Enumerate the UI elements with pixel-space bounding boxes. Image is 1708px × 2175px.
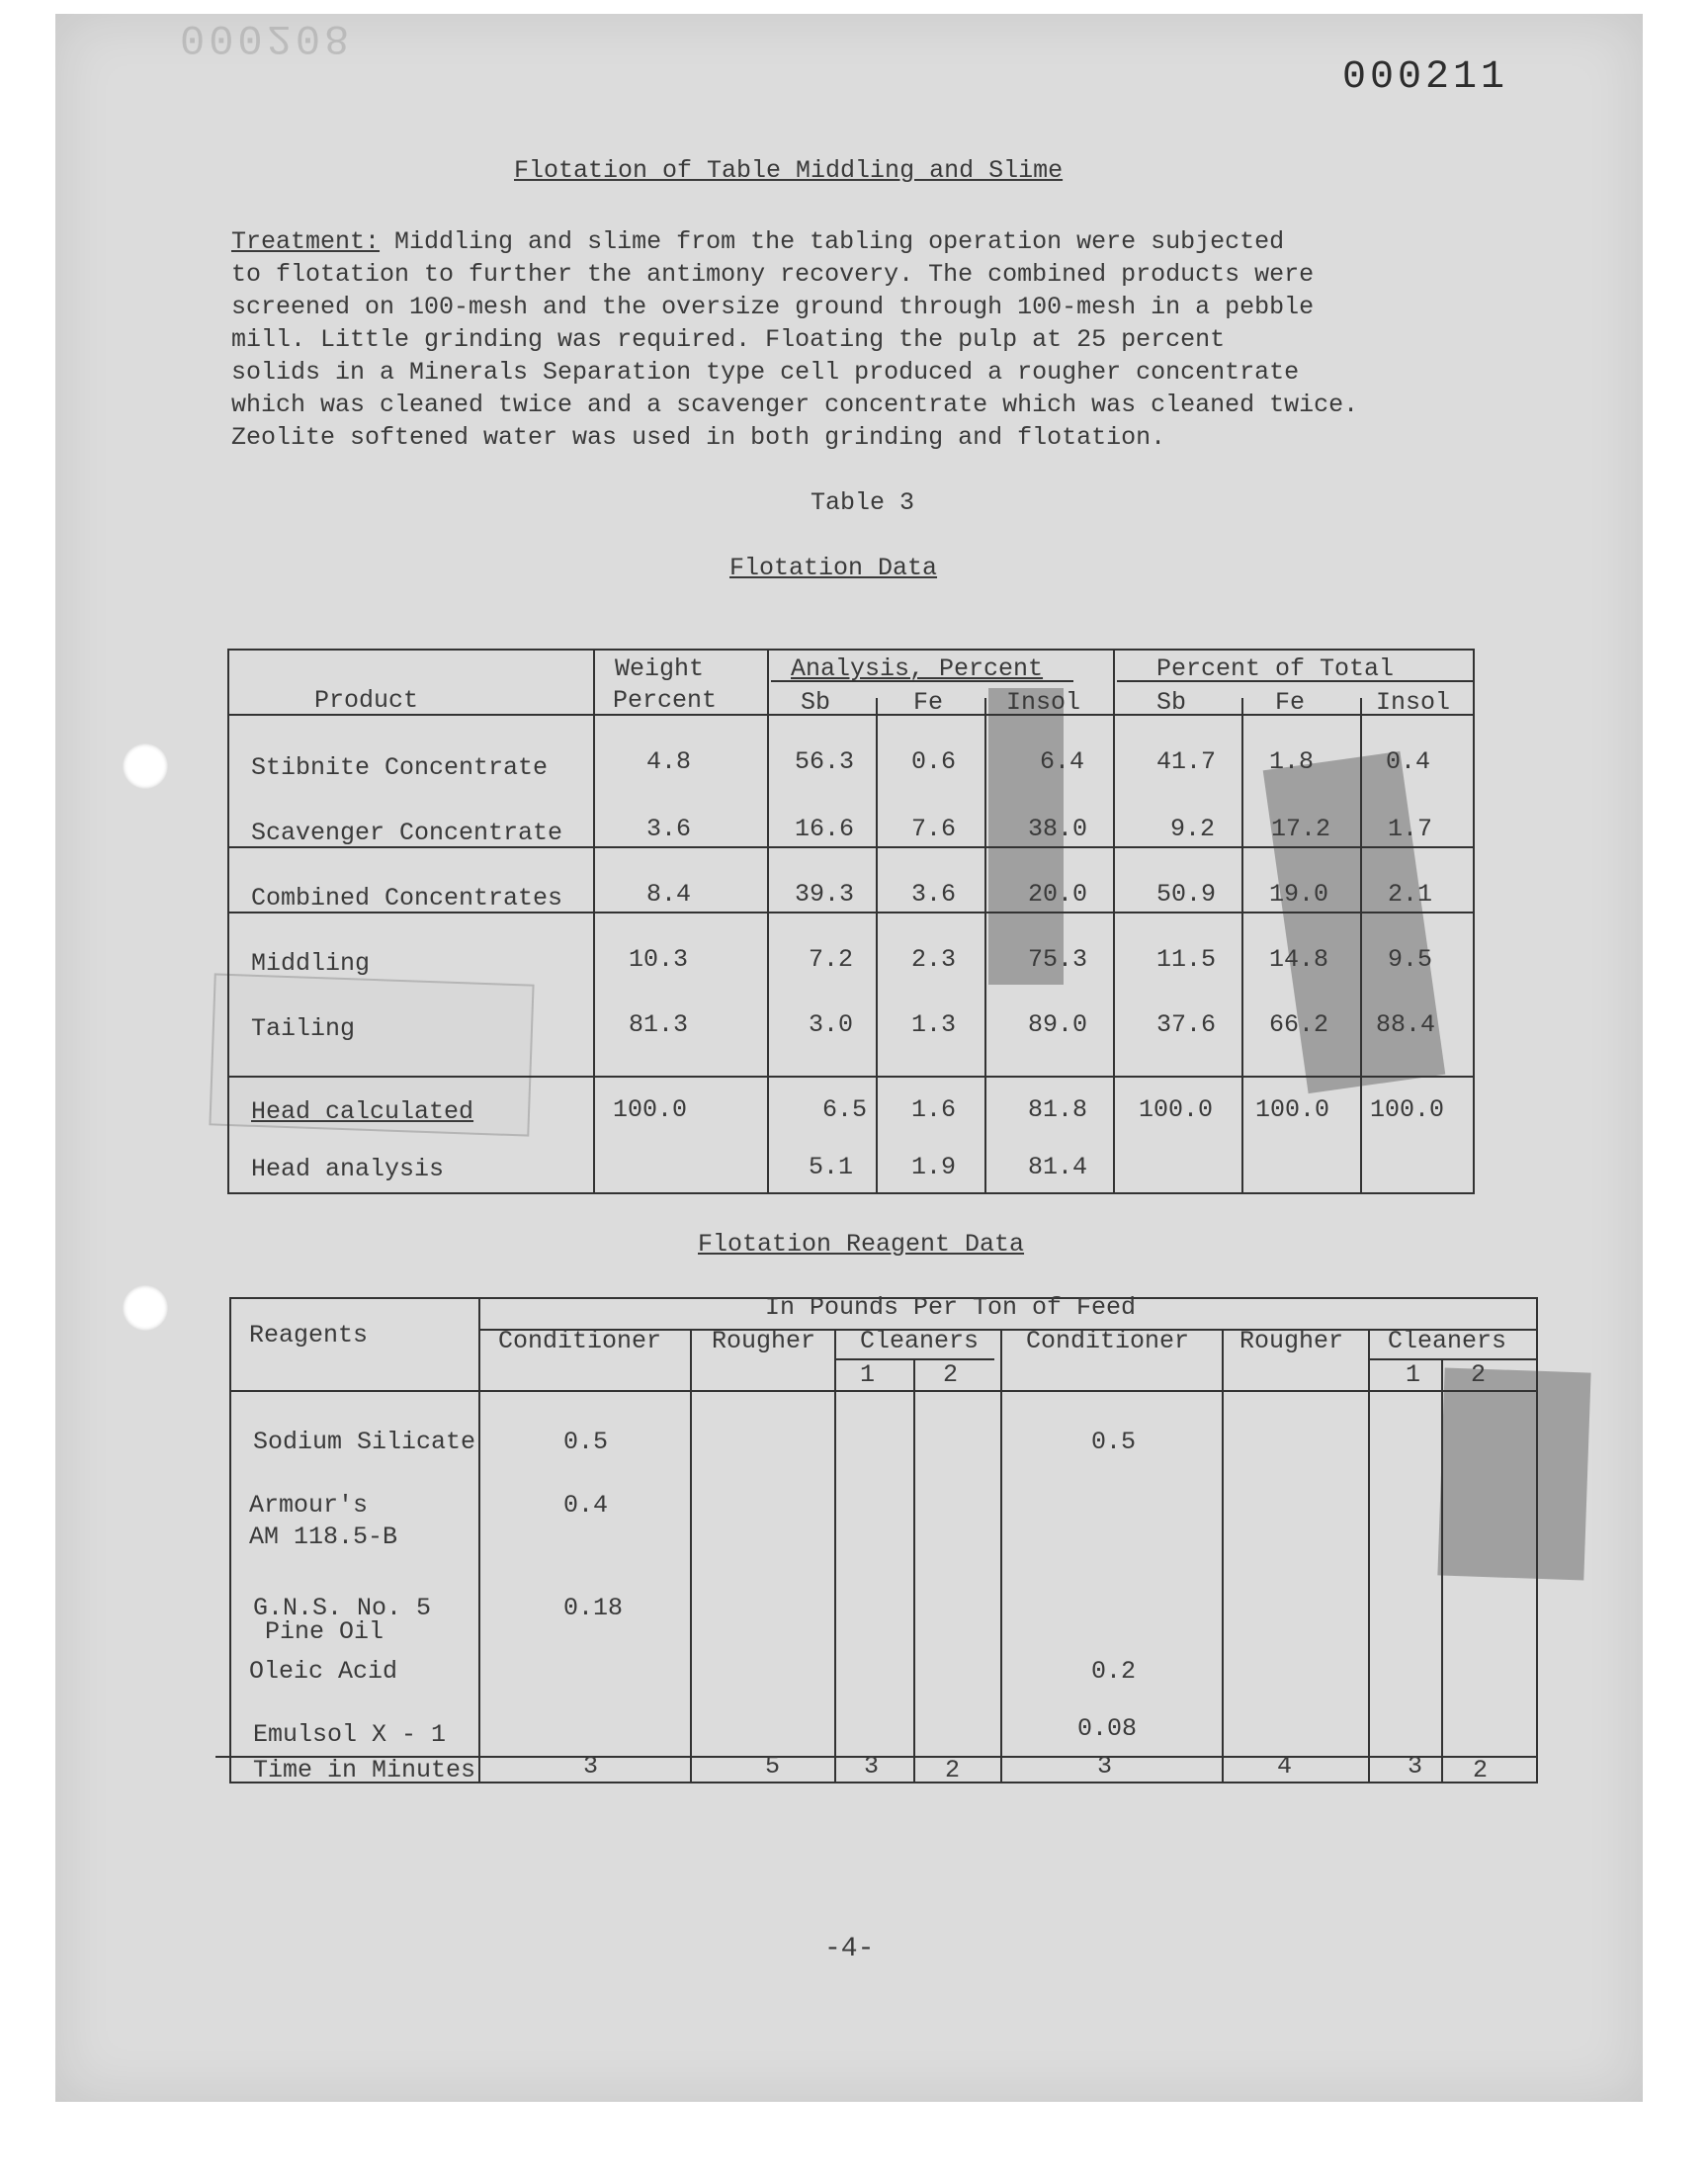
time-rougher: 5: [765, 1752, 781, 1781]
total-insol: 2.1: [1388, 880, 1433, 909]
analysis-sb: 5.1: [809, 1153, 854, 1181]
time-label: Time in Minutes: [253, 1756, 476, 1784]
page-stamp-number: 000211: [1342, 55, 1509, 100]
punch-hole: [123, 743, 168, 789]
total-sb: 9.2: [1170, 815, 1216, 843]
header-conditioner: Conditioner: [498, 1327, 662, 1355]
analysis-insol: 89.0: [1028, 1010, 1088, 1039]
analysis-fe: 0.6: [911, 747, 957, 776]
total-fe: 17.2: [1271, 815, 1331, 843]
header-cleaner-2: 2: [943, 1360, 959, 1389]
product-name: Middling: [251, 949, 371, 978]
document-title: Flotation of Table Middling and Slime: [514, 156, 1064, 185]
analysis-fe: 3.6: [911, 880, 957, 909]
footer-page-number: -4-: [824, 1934, 875, 1964]
reagent-conditioner-amount: 0.5: [1091, 1428, 1137, 1456]
punch-hole: [123, 1285, 168, 1331]
analysis-insol: 38.0: [1028, 815, 1088, 843]
analysis-fe: 2.3: [911, 945, 957, 974]
total-fe: 100.0: [1255, 1095, 1330, 1124]
analysis-insol: 81.4: [1028, 1153, 1088, 1181]
header-rougher: Rougher: [712, 1327, 816, 1355]
header-reagents: Reagents: [249, 1321, 369, 1349]
product-name: Combined Concentrates: [251, 884, 563, 913]
header-weight-percent: Percent: [613, 686, 718, 715]
treatment-text: Middling and slime from the tabling operation were subjected to flotation to further the antimony recovery. The combined products were screened on 100-mesh and the oversize ground through 100-mesh in a pebble mill. Little grinding was required. Floating the pulp at 25 percent solids in a Minerals Separation type cell produced a rougher concentrate which was cleaned twice and a scavenger concentrate which was cleaned twice. Zeolite softened water was used in both grinding and flotation.: [231, 227, 1359, 452]
analysis-insol: 6.4: [1040, 747, 1085, 776]
header-total-fe: Fe: [1275, 688, 1306, 717]
header-cleaners: Cleaners: [860, 1327, 980, 1355]
header-cleaners: Cleaners: [1388, 1327, 1507, 1355]
treatment-paragraph: [231, 225, 1506, 454]
header-analysis-fe: Fe: [913, 688, 944, 717]
analysis-sb: 7.2: [809, 945, 854, 974]
weight-percent: 81.3: [629, 1010, 689, 1039]
header-analysis-insol: Insol: [1006, 688, 1081, 717]
reagent-conditioner-amount: 0.5: [563, 1428, 609, 1456]
analysis-sb: 39.3: [795, 880, 855, 909]
analysis-fe: 1.6: [911, 1095, 957, 1124]
analysis-sb: 3.0: [809, 1010, 854, 1039]
analysis-insol: 20.0: [1028, 880, 1088, 909]
reagent-name: Oleic Acid: [249, 1657, 398, 1686]
product-name: Head calculated: [251, 1097, 474, 1126]
reagent-conditioner-amount: 0.4: [563, 1491, 609, 1520]
header-cleaner-1: 1: [860, 1360, 876, 1389]
reagent-name: Sodium Silicate: [253, 1428, 476, 1456]
total-fe: 66.2: [1269, 1010, 1329, 1039]
weight-percent: 8.4: [646, 880, 692, 909]
total-sb: 11.5: [1156, 945, 1217, 974]
total-insol: 9.5: [1388, 945, 1433, 974]
reagent-conditioner-amount: 0.2: [1091, 1657, 1137, 1686]
total-insol: 88.4: [1376, 1010, 1436, 1039]
header-product: Product: [314, 686, 419, 715]
total-insol: 1.7: [1388, 815, 1433, 843]
total-fe: 1.8: [1269, 747, 1315, 776]
time-cleaner-1: 3: [1408, 1752, 1423, 1781]
reagent-table-title: Flotation Reagent Data: [698, 1230, 1025, 1259]
analysis-fe: 1.3: [911, 1010, 957, 1039]
header-rougher: Rougher: [1239, 1327, 1344, 1355]
reagent-name-line2: Pine Oil: [265, 1617, 384, 1646]
table-number: Table 3: [811, 488, 915, 517]
total-insol: 100.0: [1370, 1095, 1445, 1124]
analysis-fe: 1.9: [911, 1153, 957, 1181]
reagent-name: G.N.S. No. 5: [253, 1594, 432, 1622]
header-cleaner-1: 1: [1406, 1360, 1421, 1389]
time-conditioner: 3: [1097, 1752, 1113, 1781]
header-cleaner-2: 2: [1471, 1360, 1487, 1389]
reagent-name: Armour's: [249, 1491, 369, 1520]
analysis-sb: 6.5: [822, 1095, 868, 1124]
reagent-conditioner-amount: 0.08: [1077, 1714, 1138, 1743]
weight-percent: 4.8: [646, 747, 692, 776]
reagent-name: Emulsol X - 1: [253, 1720, 447, 1749]
weight-percent: 10.3: [629, 945, 689, 974]
header-percent-of-total: Percent of Total: [1156, 654, 1395, 683]
header-pounds-per-ton: In Pounds Per Ton of Feed: [765, 1293, 1137, 1322]
reagent-name-line2: AM 118.5-B: [249, 1522, 398, 1551]
analysis-fe: 7.6: [911, 815, 957, 843]
header-analysis-sb: Sb: [801, 688, 831, 717]
time-rougher: 4: [1277, 1752, 1293, 1781]
header-conditioner: Conditioner: [1026, 1327, 1190, 1355]
total-fe: 19.0: [1269, 880, 1329, 909]
total-insol: 0.4: [1386, 747, 1431, 776]
header-weight: Weight: [615, 654, 705, 683]
header-analysis-percent: Analysis, Percent: [791, 654, 1044, 683]
weight-percent: 3.6: [646, 815, 692, 843]
total-sb: 41.7: [1156, 747, 1217, 776]
product-name: Scavenger Concentrate: [251, 819, 563, 847]
total-sb: 100.0: [1139, 1095, 1214, 1124]
header-total-sb: Sb: [1156, 688, 1187, 717]
product-name: Tailing: [251, 1014, 356, 1043]
analysis-sb: 56.3: [795, 747, 855, 776]
treatment-label: Treatment:: [231, 227, 381, 256]
analysis-sb: 16.6: [795, 815, 855, 843]
total-sb: 50.9: [1156, 880, 1217, 909]
product-name: Head analysis: [251, 1155, 445, 1183]
reagent-conditioner-amount: 0.18: [563, 1594, 624, 1622]
scan-shade: [1437, 1367, 1590, 1580]
ghost-stamp-number: 000208: [180, 14, 354, 61]
total-fe: 14.8: [1269, 945, 1329, 974]
table-title: Flotation Data: [729, 554, 938, 582]
time-cleaner-2: 2: [1473, 1756, 1489, 1784]
time-cleaner-2: 2: [945, 1756, 961, 1784]
total-sb: 37.6: [1156, 1010, 1217, 1039]
weight-percent: 100.0: [613, 1095, 688, 1124]
time-conditioner: 3: [583, 1752, 599, 1781]
header-total-insol: Insol: [1376, 688, 1451, 717]
product-name: Stibnite Concentrate: [251, 753, 549, 782]
analysis-insol: 75.3: [1028, 945, 1088, 974]
time-cleaner-1: 3: [864, 1752, 880, 1781]
analysis-insol: 81.8: [1028, 1095, 1088, 1124]
